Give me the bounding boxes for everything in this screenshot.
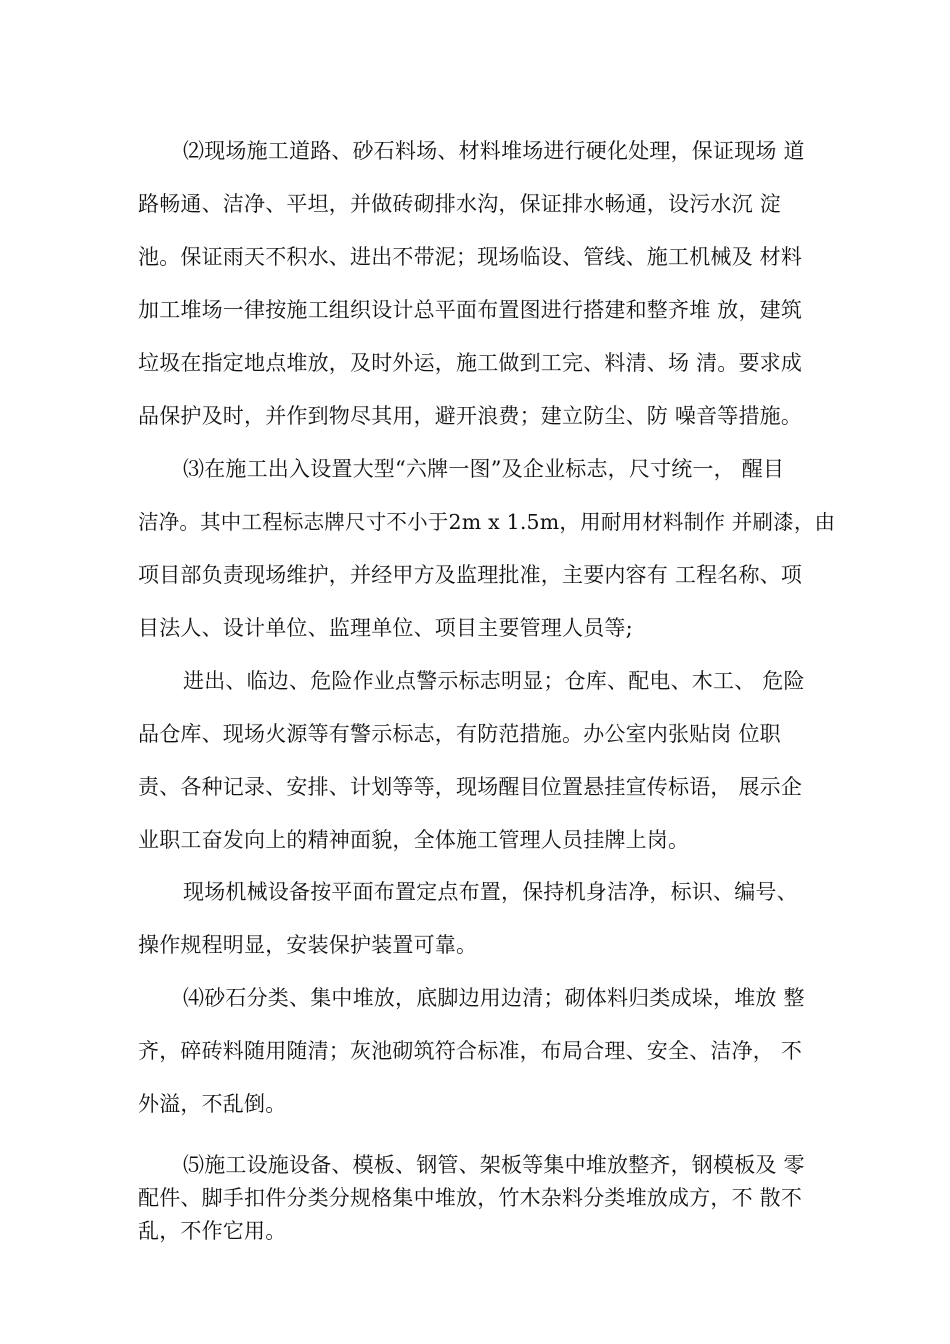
paragraph-2-line-4: 加工堆场一律按施工组织设计总平面布置图进行搭建和整齐堆 放，建筑 [138,298,803,322]
paragraph-5-line-3: 乱，不作它用。 [138,1219,287,1243]
paragraph-machinery-line-2: 操作规程明显，安装保护装置可靠。 [138,933,478,957]
paragraph-4-line-2: 齐，碎砖料随用随清；灰池砌筑符合标准，布局合理、安全、洁净， 不 [138,1039,803,1063]
paragraph-2-line-2: 路畅通、洁净、平坦，并做砖砌排水沟，保证排水畅通，设污水沉 淀 [138,192,781,216]
paragraph-3-line-3: 项目部负责现场维护，并经甲方及监理批准，主要内容有 工程名称、项 [138,563,803,587]
paragraph-5-line-1: ⑸施工设施设备、模板、钢管、架板等集中堆放整齐，钢模板及 零 [183,1153,805,1177]
paragraph-2-line-1: ⑵现场施工道路、砂石料场、材料堆场进行硬化处理，保证现场 道 [183,139,805,163]
paragraph-5-line-2: 配件、脚手扣件分类分规格集中堆放，竹木杂料分类堆放成方，不 散不 [138,1186,803,1210]
paragraph-4-line-1: ⑷砂石分类、集中堆放，底脚边用边清；砌体料归类成垛，堆放 整 [183,986,805,1010]
paragraph-4-line-3: 外溢，不乱倒。 [138,1092,287,1116]
paragraph-2-line-6: 品保护及时，并作到物尽其用，避开浪费；建立防尘、防 噪音等措施。 [138,404,803,428]
paragraph-signage-line-3: 责、各种记录、安排、计划等等，现场醒目位置悬挂宣传标语， 展示企 [138,775,803,799]
paragraph-signage-line-4: 业职工奋发向上的精神面貌，全体施工管理人员挂牌上岗。 [138,828,690,852]
paragraph-3-line-4: 目法人、设计单位、监理单位、项目主要管理人员等; [138,616,633,640]
paragraph-3-line-2: 洁净。其中工程标志牌尺寸不小于2m x 1.5m，用耐用材料制作 并刷漆，由 [138,510,836,534]
paragraph-signage-line-2: 品仓库、现场火源等有警示标志，有防范措施。办公室内张贴岗 位职 [138,722,781,746]
paragraph-3-line-1: ⑶在施工出入设置大型“六牌一图”及企业标志，尺寸统一， 醒目 [183,457,785,481]
paragraph-2-line-3: 池。保证雨天不积水、进出不带泥；现场临设、管线、施工机械及 材料 [138,245,803,269]
paragraph-machinery-line-1: 现场机械设备按平面布置定点布置，保持机身洁净，标识、编号、 [183,880,798,904]
paragraph-signage-line-1: 进出、临边、危险作业点警示标志明显；仓库、配电、木工、 危险 [183,669,805,693]
paragraph-2-line-5: 垃圾在指定地点堆放，及时外运，施工做到工完、料清、场 清。要求成 [138,351,803,375]
